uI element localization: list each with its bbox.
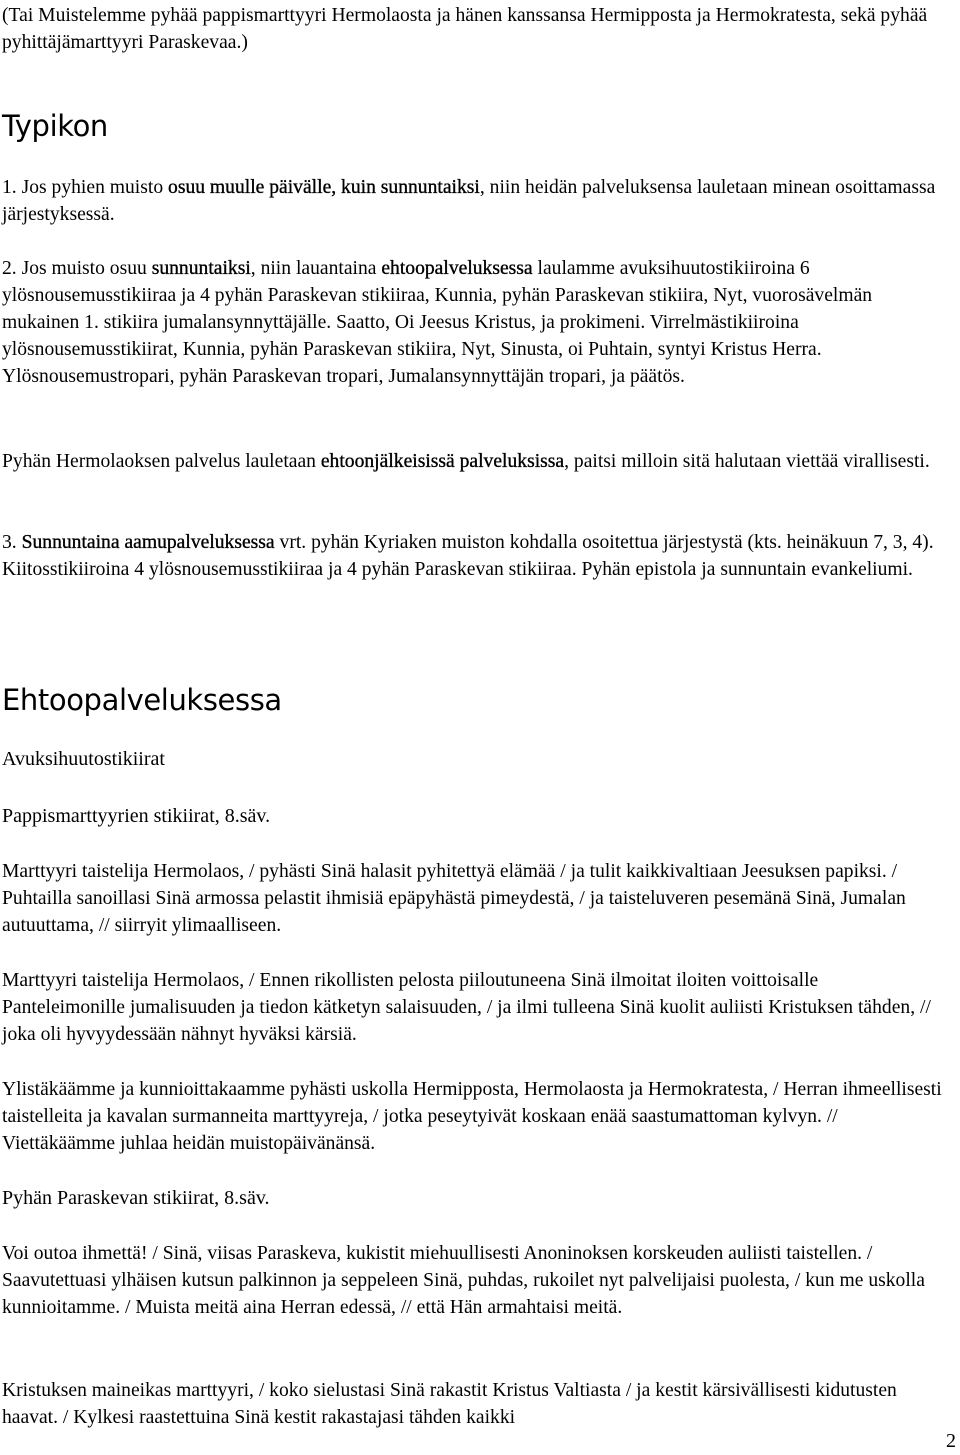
- typikon-p2-prefix: 2. Jos muisto osuu: [2, 258, 152, 279]
- typikon-p4-suffix: vrt. pyhän Kyriaken muiston kohdalla osoitettua järjestystä (kts. heinäkuun 7, 3, 4). Kiitosstikiiroina 4 ylösnousemusstikiiraa ja 4 pyhän Paraskevan stikiiraa. Pyhän epistola ja sunnuntain evankeliumi.: [2, 532, 934, 580]
- stichera-paragraph: Marttyyri taistelija Hermolaos, / Ennen rikollisten pelosta piiloutuneena Sinä ilmoitat iloiten voittoisalle Panteleimonille jumalisuuden ja tiedon kätketyn salaisuuden, / ja ilmi tulleena Sinä kuolit auliisti Kristuksen tähden, // joka oli hyvyydessään nähnyt hyväksi kärsiä.: [2, 970, 931, 1045]
- typikon-p3-prefix: Pyhän Hermolaoksen palvelus lauletaan: [2, 451, 321, 472]
- typikon-paragraph-2: [2, 255, 942, 390]
- stichera-paragraph: Voi outoa ihmettä! / Sinä, viisas Paraskeva, kukistit miehuullisesti Anoninoksen korskeuden auliisti taistellen. / Saavutettuasi ylhäisen kutsun palkinnon ja seppeleen Sinä, puhdas, rukoilet nyt palvelijaisi puolesta, / kun me uskolla kunnioitamme. / Muista meitä aina Herran edessä, // että Hän armahtaisi meitä.: [2, 1243, 925, 1318]
- stichera-paragraph: Marttyyri taistelija Hermolaos, / pyhästi Sinä halasit pyhitettyä elämää / ja tulit kaikkivaltiaan Jeesuksen papiksi. / Puhtailla sanoillasi Sinä armossa pelastit ihmisiä epäpyhästä pimeydestä, / ja taisteluveren pesemänä Sinä, Jumalan autuuttama, // siirryit ylimaalliseen.: [2, 861, 906, 936]
- stichera-paragraph: Kristuksen maineikas marttyyri, / koko sielustasi Sinä rakastit Kristus Valtiasta / ja kestit kärsivällisesti kidutusten haavat. / Kylkesi raastettuina Sinä kestit rakastajasi tähden kaikki: [2, 1380, 897, 1428]
- intro-text: (Tai Muistelemme pyhää pappismarttyyri Hermolaosta ja hänen kanssansa Hermipposta ja Hermokratesta, sekä pyhää pyhittäjämarttyyri Paraskevaa.): [2, 5, 928, 53]
- typikon-p2-emphasis-2: ehtoopalveluksessa: [381, 258, 533, 279]
- vespers-heading: Ehtoopalveluksessa: [2, 683, 282, 717]
- section-title-martyrs: Pappismarttyyrien stikiirat, 8.säv.: [2, 805, 271, 827]
- stichera-paragraph: Ylistäkäämme ja kunnioittakaamme pyhästi uskolla Hermipposta, Hermolaosta ja Hermokratesta, / Herran ihmeellisesti taistelleita ja kavalan surmanneita marttyyreja, / jotka peseytyivät koskaan enää saastumattoman kylvyn. // Viettäkäämme juhlaa heidän muistopäivänänsä.: [2, 1079, 942, 1154]
- typikon-p4-emphasis: Sunnuntaina aamupalveluksessa: [21, 532, 275, 553]
- typikon-p2-emphasis-1: sunnuntaiksi: [151, 258, 251, 279]
- vespers-subheading: Avuksihuutostikiirat: [2, 748, 165, 770]
- typikon-paragraph-1: [2, 174, 942, 228]
- typikon-p3-emphasis: ehtoonjälkeisissä palveluksissa: [320, 451, 565, 472]
- typikon-p1-emphasis: osuu muulle päivälle, kuin sunnuntaiksi: [168, 177, 480, 198]
- intro-paragraph: [2, 2, 932, 56]
- typikon-p1-prefix: 1. Jos pyhien muisto: [2, 177, 169, 198]
- typikon-p2-mid: , niin lauantaina: [250, 258, 382, 279]
- page-number: 2: [946, 1430, 956, 1452]
- section-title-paraskeva: Pyhän Paraskevan stikiirat, 8.säv.: [2, 1187, 270, 1209]
- typikon-p1-suffix: , niin heidän palveluksensa lauletaan minean osoittamassa järjestyksessä.: [2, 177, 936, 225]
- typikon-p3-suffix: , paitsi milloin sitä halutaan viettää virallisesti.: [564, 451, 930, 472]
- typikon-paragraph-3: [2, 448, 942, 475]
- typikon-p2-suffix: laulamme avuksihuutostikiiroina 6 ylösnousemusstikiiraa ja 4 pyhän Paraskevan stikiiraa, Kunnia, pyhän Paraskevan stikiira, Nyt, vuorosävelmän mukainen 1. stikiira jumalansynnyttäjälle. Saatto, Oi Jeesus Kristus, ja prokimeni. Virrelmästikiiroina ylösnousemusstikiirat, Kunnia, pyhän Paraskevan stikiira, Nyt, Sinusta, oi Puhtain, syntyi Kristus Herra. Ylösnousemustropari, pyhän Paraskevan tropari, Jumalansynnyttäjän tropari, ja päätös.: [2, 258, 873, 387]
- typikon-heading: Typikon: [2, 109, 108, 143]
- typikon-p4-prefix: 3.: [2, 532, 22, 553]
- typikon-paragraph-4: [2, 529, 942, 583]
